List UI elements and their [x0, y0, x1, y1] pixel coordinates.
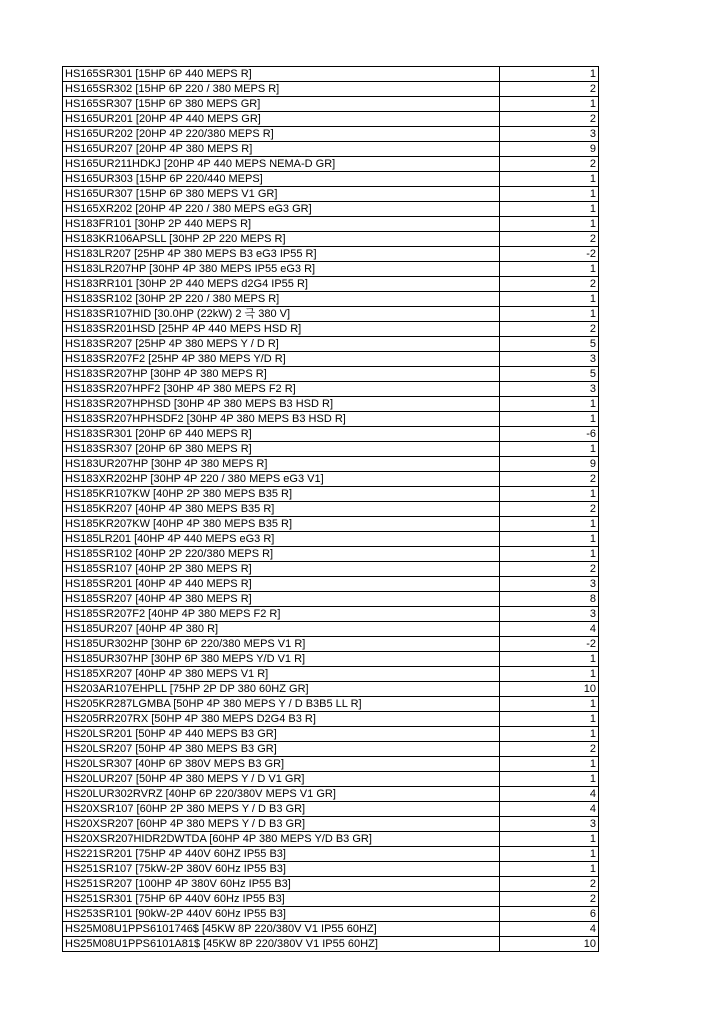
item-quantity-cell: -2 [500, 637, 599, 652]
item-name-cell: HS165SR301 [15HP 6P 440 MEPS R] [63, 67, 500, 82]
item-name-cell: HS165SR307 [15HP 6P 380 MEPS GR] [63, 97, 500, 112]
table-row [63, 232, 599, 247]
item-quantity-cell: 3 [500, 352, 599, 367]
item-name-cell: HS20XSR107 [60HP 2P 380 MEPS Y / D B3 GR] [63, 802, 500, 817]
item-quantity-cell: 2 [500, 112, 599, 127]
item-name-cell: HS185KR207KW [40HP 4P 380 MEPS B35 R] [63, 517, 500, 532]
item-name-cell: HS183SR301 [20HP 6P 440 MEPS R] [63, 427, 500, 442]
item-quantity-cell: 2 [500, 277, 599, 292]
item-name-cell: HS183SR201HSD [25HP 4P 440 MEPS HSD R] [63, 322, 500, 337]
item-name-cell: HS165UR201 [20HP 4P 440 MEPS GR] [63, 112, 500, 127]
item-quantity-cell: 8 [500, 592, 599, 607]
table-row [63, 682, 599, 697]
table-row [63, 412, 599, 427]
item-quantity-cell: 2 [500, 232, 599, 247]
item-name-cell: HS183LR207 [25HP 4P 380 MEPS B3 eG3 IP55 R] [63, 247, 500, 262]
table-row [63, 307, 599, 322]
item-quantity-cell: 3 [500, 607, 599, 622]
table-row [63, 127, 599, 142]
item-name-cell: HS185UR307HP [30HP 6P 380 MEPS Y/D V1 R] [63, 652, 500, 667]
item-quantity-cell: 2 [500, 322, 599, 337]
item-quantity-cell: 1 [500, 727, 599, 742]
item-name-cell: HS185SR207 [40HP 4P 380 MEPS R] [63, 592, 500, 607]
item-quantity-cell: 1 [500, 217, 599, 232]
item-name-cell: HS185SR201 [40HP 4P 440 MEPS R] [63, 577, 500, 592]
item-name-cell: HS185KR207 [40HP 4P 380 MEPS B35 R] [63, 502, 500, 517]
item-name-cell: HS251SR301 [75HP 6P 440V 60Hz IP55 B3] [63, 892, 500, 907]
table-row [63, 142, 599, 157]
table-row [63, 382, 599, 397]
item-name-cell: HS183FR101 [30HP 2P 440 MEPS R] [63, 217, 500, 232]
item-name-cell: HS165XR202 [20HP 4P 220 / 380 MEPS eG3 GR] [63, 202, 500, 217]
item-quantity-cell: 1 [500, 517, 599, 532]
item-name-cell: HS165UR303 [15HP 6P 220/440 MEPS] [63, 172, 500, 187]
table-row [63, 172, 599, 187]
item-quantity-cell: 4 [500, 922, 599, 937]
table-row [63, 667, 599, 682]
item-name-cell: HS251SR207 [100HP 4P 380V 60Hz IP55 B3] [63, 877, 500, 892]
item-quantity-cell: 1 [500, 397, 599, 412]
item-quantity-cell: 3 [500, 382, 599, 397]
table-row [63, 697, 599, 712]
item-name-cell: HS185KR107KW [40HP 2P 380 MEPS B35 R] [63, 487, 500, 502]
item-name-cell: HS183SR207HPHSDF2 [30HP 4P 380 MEPS B3 HSD R] [63, 412, 500, 427]
item-quantity-cell: 5 [500, 337, 599, 352]
item-name-cell: HS253SR101 [90kW-2P 440V 60Hz IP55 B3] [63, 907, 500, 922]
table-row [63, 727, 599, 742]
item-quantity-cell: 9 [500, 142, 599, 157]
table-row [63, 97, 599, 112]
item-quantity-cell: 3 [500, 817, 599, 832]
item-quantity-cell: 2 [500, 472, 599, 487]
table-row [63, 877, 599, 892]
item-name-cell: HS20LSR201 [50HP 4P 440 MEPS B3 GR] [63, 727, 500, 742]
item-name-cell: HS20LSR207 [50HP 4P 380 MEPS B3 GR] [63, 742, 500, 757]
item-name-cell: HS185LR201 [40HP 4P 440 MEPS eG3 R] [63, 532, 500, 547]
item-quantity-cell: 2 [500, 742, 599, 757]
table-row [63, 352, 599, 367]
table-row [63, 82, 599, 97]
table-row [63, 922, 599, 937]
item-quantity-cell: 1 [500, 847, 599, 862]
item-name-cell: HS185UR207 [40HP 4P 380 R] [63, 622, 500, 637]
item-quantity-cell: 1 [500, 862, 599, 877]
item-name-cell: HS20XSR207 [60HP 4P 380 MEPS Y / D B3 GR] [63, 817, 500, 832]
item-quantity-cell: 2 [500, 562, 599, 577]
table-row [63, 217, 599, 232]
table-row [63, 427, 599, 442]
table-row [63, 397, 599, 412]
table-row [63, 772, 599, 787]
item-quantity-cell: 1 [500, 442, 599, 457]
item-quantity-cell: 1 [500, 667, 599, 682]
table-row [63, 652, 599, 667]
table-row [63, 547, 599, 562]
item-quantity-cell: 9 [500, 457, 599, 472]
item-quantity-cell: 1 [500, 412, 599, 427]
item-name-cell: HS221SR201 [75HP 4P 440V 60HZ IP55 B3] [63, 847, 500, 862]
table-row [63, 337, 599, 352]
item-quantity-cell: -6 [500, 427, 599, 442]
table-row [63, 847, 599, 862]
table-row [63, 712, 599, 727]
item-quantity-cell: -2 [500, 247, 599, 262]
table-row [63, 592, 599, 607]
item-quantity-cell: 10 [500, 937, 599, 952]
table-row [63, 937, 599, 952]
item-quantity-cell: 4 [500, 802, 599, 817]
table-row [63, 817, 599, 832]
table-row [63, 367, 599, 382]
item-quantity-cell: 1 [500, 172, 599, 187]
table-row [63, 757, 599, 772]
item-name-cell: HS20LSR307 [40HP 6P 380V MEPS B3 GR] [63, 757, 500, 772]
table-row [63, 577, 599, 592]
item-quantity-cell: 3 [500, 577, 599, 592]
item-name-cell: HS20XSR207HIDR2DWTDA [60HP 4P 380 MEPS Y/D B3 GR] [63, 832, 500, 847]
item-name-cell: HS183SR307 [20HP 6P 380 MEPS R] [63, 442, 500, 457]
item-quantity-cell: 2 [500, 82, 599, 97]
item-name-cell: HS183RR101 [30HP 2P 440 MEPS d2G4 IP55 R] [63, 277, 500, 292]
item-name-cell: HS25M08U1PPS6101A81$ [45KW 8P 220/380V V1 IP55 60HZ] [63, 937, 500, 952]
item-quantity-cell: 1 [500, 202, 599, 217]
inventory-table-body [63, 67, 599, 952]
item-quantity-cell: 4 [500, 787, 599, 802]
item-quantity-cell: 1 [500, 832, 599, 847]
item-name-cell: HS165UR211HDKJ [20HP 4P 440 MEPS NEMA-D GR] [63, 157, 500, 172]
item-name-cell: HS251SR107 [75kW-2P 380V 60Hz IP55 B3] [63, 862, 500, 877]
table-row [63, 742, 599, 757]
item-name-cell: HS185SR107 [40HP 2P 380 MEPS R] [63, 562, 500, 577]
item-name-cell: HS20LUR207 [50HP 4P 380 MEPS Y / D V1 GR] [63, 772, 500, 787]
item-name-cell: HS183XR202HP [30HP 4P 220 / 380 MEPS eG3 V1] [63, 472, 500, 487]
table-row [63, 292, 599, 307]
table-row [63, 802, 599, 817]
item-name-cell: HS203AR107EHPLL [75HP 2P DP 380 60HZ GR] [63, 682, 500, 697]
table-row [63, 517, 599, 532]
table-row [63, 472, 599, 487]
table-row [63, 787, 599, 802]
table-row [63, 487, 599, 502]
table-row [63, 457, 599, 472]
item-quantity-cell: 1 [500, 97, 599, 112]
item-quantity-cell: 6 [500, 907, 599, 922]
table-row [63, 562, 599, 577]
item-name-cell: HS20LUR302RVRZ [40HP 6P 220/380V MEPS V1 GR] [63, 787, 500, 802]
item-quantity-cell: 2 [500, 157, 599, 172]
item-name-cell: HS205RR207RX [50HP 4P 380 MEPS D2G4 B3 R] [63, 712, 500, 727]
table-row [63, 832, 599, 847]
table-row [63, 202, 599, 217]
item-quantity-cell: 1 [500, 307, 599, 322]
item-quantity-cell: 1 [500, 67, 599, 82]
item-name-cell: HS165UR307 [15HP 6P 380 MEPS V1 GR] [63, 187, 500, 202]
item-quantity-cell: 1 [500, 532, 599, 547]
item-name-cell: HS183SR207HP [30HP 4P 380 MEPS R] [63, 367, 500, 382]
item-quantity-cell: 1 [500, 292, 599, 307]
table-row [63, 67, 599, 82]
table-row [63, 112, 599, 127]
item-name-cell: HS183KR106APSLL [30HP 2P 220 MEPS R] [63, 232, 500, 247]
table-row [63, 862, 599, 877]
item-quantity-cell: 1 [500, 262, 599, 277]
item-quantity-cell: 1 [500, 547, 599, 562]
item-name-cell: HS183SR207 [25HP 4P 380 MEPS Y / D R] [63, 337, 500, 352]
table-row [63, 322, 599, 337]
item-name-cell: HS205KR287LGMBA [50HP 4P 380 MEPS Y / D B3B5 LL R] [63, 697, 500, 712]
item-name-cell: HS183LR207HP [30HP 4P 380 MEPS IP55 eG3 R] [63, 262, 500, 277]
table-row [63, 622, 599, 637]
item-quantity-cell: 1 [500, 652, 599, 667]
table-row [63, 892, 599, 907]
item-name-cell: HS25M08U1PPS6101746$ [45KW 8P 220/380V V1 IP55 60HZ] [63, 922, 500, 937]
table-row [63, 907, 599, 922]
item-quantity-cell: 1 [500, 712, 599, 727]
item-quantity-cell: 2 [500, 502, 599, 517]
table-row [63, 442, 599, 457]
item-quantity-cell: 1 [500, 697, 599, 712]
table-row [63, 157, 599, 172]
item-name-cell: HS185SR207F2 [40HP 4P 380 MEPS F2 R] [63, 607, 500, 622]
item-name-cell: HS183SR102 [30HP 2P 220 / 380 MEPS R] [63, 292, 500, 307]
item-quantity-cell: 5 [500, 367, 599, 382]
table-row [63, 187, 599, 202]
item-quantity-cell: 4 [500, 622, 599, 637]
item-name-cell: HS185UR302HP [30HP 6P 220/380 MEPS V1 R] [63, 637, 500, 652]
table-row [63, 532, 599, 547]
item-name-cell: HS183SR207HPF2 [30HP 4P 380 MEPS F2 R] [63, 382, 500, 397]
item-quantity-cell: 1 [500, 757, 599, 772]
item-name-cell: HS183UR207HP [30HP 4P 380 MEPS R] [63, 457, 500, 472]
item-quantity-cell: 10 [500, 682, 599, 697]
item-quantity-cell: 1 [500, 772, 599, 787]
item-name-cell: HS165UR207 [20HP 4P 380 MEPS R] [63, 142, 500, 157]
table-row [63, 277, 599, 292]
inventory-table [62, 66, 599, 952]
item-quantity-cell: 1 [500, 187, 599, 202]
table-row [63, 607, 599, 622]
item-quantity-cell: 1 [500, 487, 599, 502]
table-row [63, 247, 599, 262]
item-name-cell: HS165SR302 [15HP 6P 220 / 380 MEPS R] [63, 82, 500, 97]
item-name-cell: HS165UR202 [20HP 4P 220/380 MEPS R] [63, 127, 500, 142]
table-row [63, 637, 599, 652]
item-name-cell: HS183SR207HPHSD [30HP 4P 380 MEPS B3 HSD R] [63, 397, 500, 412]
table-row [63, 262, 599, 277]
table-row [63, 502, 599, 517]
item-name-cell: HS185XR207 [40HP 4P 380 MEPS V1 R] [63, 667, 500, 682]
item-quantity-cell: 3 [500, 127, 599, 142]
item-name-cell: HS183SR107HID [30.0HP (22kW) 2 극 380 V] [63, 307, 500, 322]
item-quantity-cell: 2 [500, 877, 599, 892]
item-quantity-cell: 2 [500, 892, 599, 907]
item-name-cell: HS183SR207F2 [25HP 4P 380 MEPS Y/D R] [63, 352, 500, 367]
item-name-cell: HS185SR102 [40HP 2P 220/380 MEPS R] [63, 547, 500, 562]
